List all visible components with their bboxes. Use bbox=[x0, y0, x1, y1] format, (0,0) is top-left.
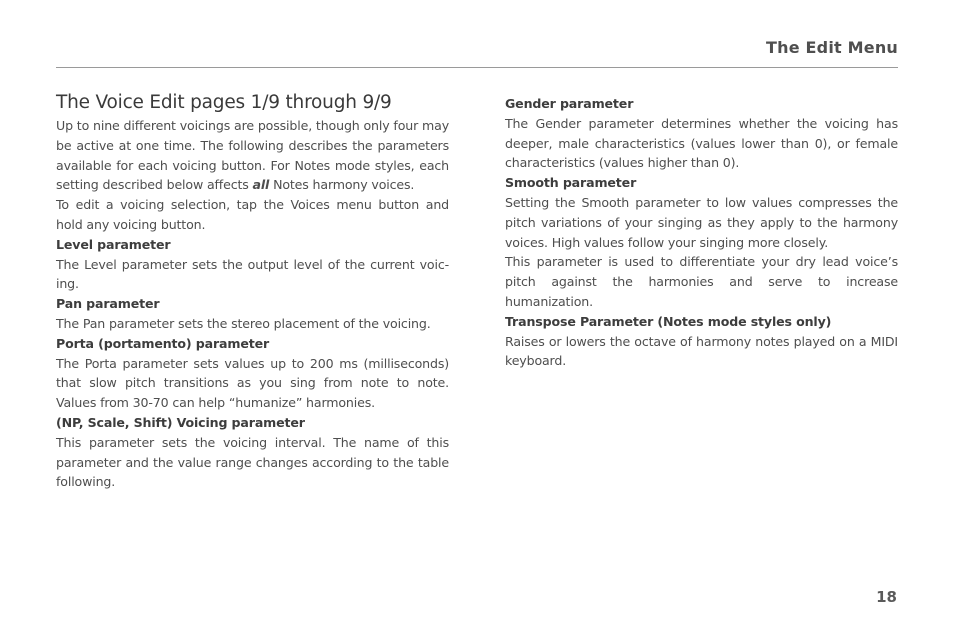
porta-parameter-heading: Porta (portamento) parameter bbox=[56, 335, 270, 351]
header-divider bbox=[56, 67, 898, 68]
voicing-parameter-heading: (NP, Scale, Shift) Voicing parameter bbox=[56, 414, 305, 430]
intro-paragraph bbox=[56, 116, 449, 195]
gender-parameter-text: The Gender parameter determines whether the voicing has deeper, male characteristics (values lower than 0), or female characteristics (values higher than 0). bbox=[505, 115, 898, 171]
left-column bbox=[56, 92, 449, 492]
intro-text-a: Up to nine different voicings are possible, though only four may be active at one time. The following describes the parameters available for each voicing button. For Notes mode styles, each setting described below affects bbox=[56, 118, 449, 193]
transpose-parameter-heading: Transpose Parameter (Notes mode styles only) bbox=[505, 313, 832, 329]
transpose-parameter-text: Raises or lowers the octave of harmony notes played on a MIDI keyboard. bbox=[505, 333, 898, 369]
voicing-parameter-text: This parameter sets the voicing interval. The name of this parameter and the value range changes according to the table following. bbox=[56, 434, 449, 490]
running-header: The Edit Menu bbox=[766, 38, 898, 57]
pan-parameter-text: The Pan parameter sets the stereo placement of the voicing. bbox=[56, 315, 431, 331]
porta-parameter-text: The Porta parameter sets values up to 200 ms (milliseconds) that slow pitch transitions as you sing from note to note. Values from 30-70 can help “humanize” harmonies. bbox=[56, 355, 449, 411]
pan-parameter-heading: Pan parameter bbox=[56, 296, 160, 312]
level-parameter-text: The Level parameter sets the output level of the current voic-ing. bbox=[56, 256, 449, 292]
gender-parameter-heading: Gender parameter bbox=[505, 96, 634, 111]
smooth-parameter-heading: Smooth parameter bbox=[505, 175, 637, 191]
right-column bbox=[505, 94, 898, 371]
smooth-parameter-text: Setting the Smooth parameter to low values compresses the pitch variations of your singing as they apply to the harmony voices. High values follow your singing more closely. bbox=[505, 194, 898, 250]
smooth-parameter-text-2: This parameter is used to differentiate your dry lead voice’s pitch against the harmonies and serve to increase humanization. bbox=[505, 254, 898, 309]
intro-text-b: Notes harmony voices. bbox=[269, 177, 415, 193]
section-heading: The Voice Edit pages 1/9 through 9/9 bbox=[56, 92, 392, 113]
intro-paragraph-2: To edit a voicing selection, tap the Voices menu button and hold any voicing button. bbox=[56, 197, 449, 232]
intro-emphasis: all bbox=[252, 177, 270, 193]
level-parameter-heading: Level parameter bbox=[56, 236, 171, 252]
page-number: 18 bbox=[876, 588, 897, 606]
